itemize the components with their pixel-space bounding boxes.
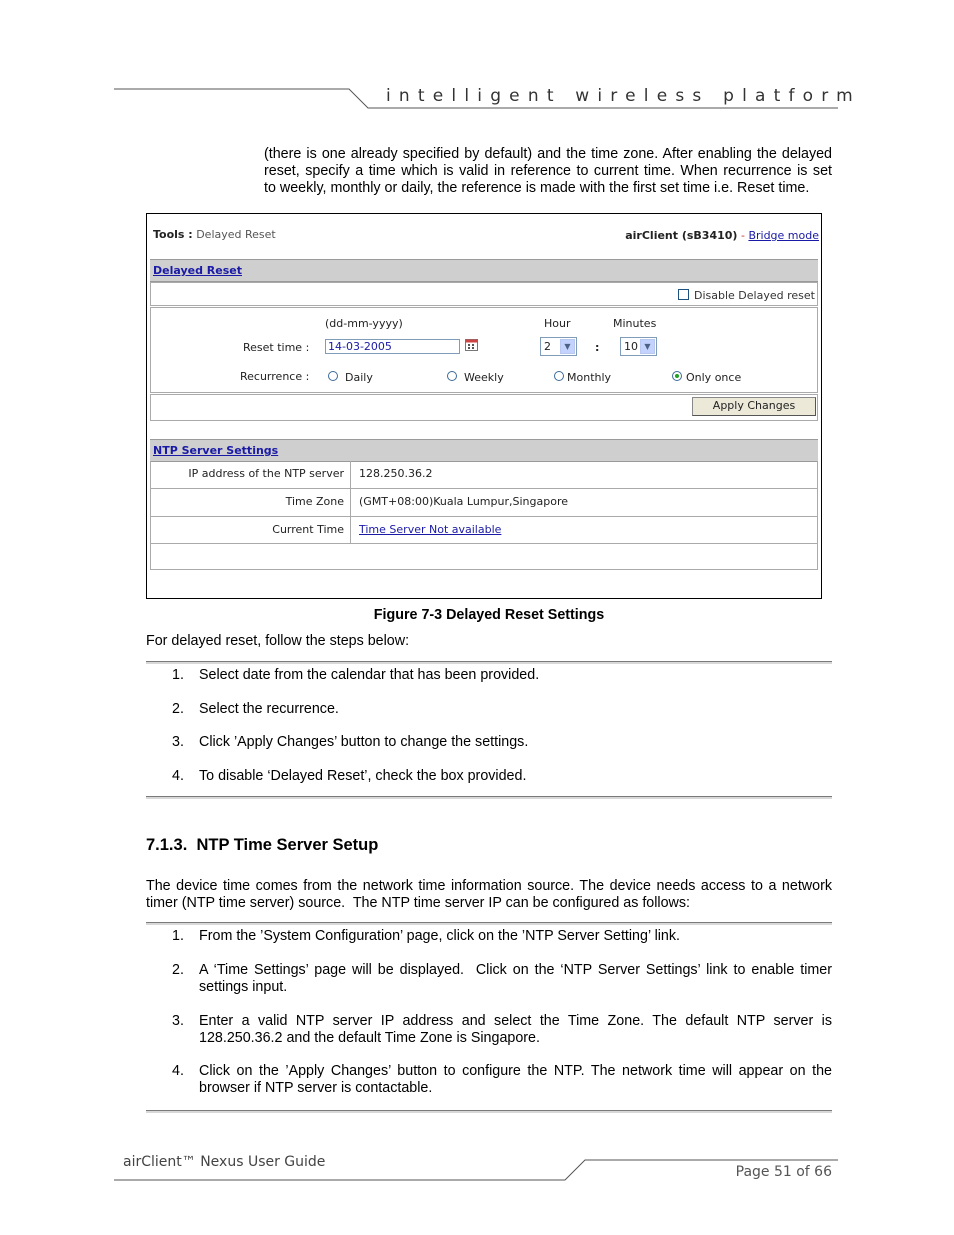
disable-delayed-reset-checkbox[interactable] [678, 289, 689, 300]
current-time-row [150, 517, 818, 544]
reset-date-input[interactable]: 14-03-2005 [325, 339, 460, 354]
steps-top-rule [146, 661, 832, 664]
ntp-steps-bottom-rule [146, 1110, 832, 1113]
ntp-ip-label: IP address of the NTP server [151, 461, 351, 488]
step-text: From the ’System Configuration’ page, click on the ’NTP Server Setting’ link. [199, 928, 681, 944]
step-number: 2. [172, 962, 184, 978]
step-text: 128.250.36.2 and the default Time Zone is Singapore. [199, 1030, 540, 1046]
current-time-label: Current Time [151, 517, 351, 543]
step-number: 1. [172, 928, 184, 944]
recurrence-daily-label: Daily [345, 371, 373, 384]
step-number: 4. [172, 1063, 184, 1079]
ntp-server-settings-link[interactable]: NTP Server Settings [153, 444, 279, 457]
footer-page-number: Page 51 of 66 [735, 1164, 832, 1180]
time-zone-value: (GMT+08:00)Kuala Lumpur,Singapore [359, 495, 568, 508]
steps-bottom-rule [146, 796, 832, 799]
disable-row [150, 282, 818, 306]
delayed-reset-header [150, 259, 818, 282]
recurrence-daily-radio[interactable] [328, 371, 338, 381]
intro-line: reset, specify a time which is valid in reference to current time. When recurrence is set [264, 163, 832, 179]
step-text: Select the recurrence. [199, 701, 339, 717]
device-info [625, 229, 819, 242]
ntp-intro-line: timer (NTP time server) source. The NTP time server IP can be configured as follows: [146, 895, 691, 911]
apply-row [150, 394, 818, 421]
step-text: A ‘Time Settings’ page will be displayed. Click on the ‘NTP Server Settings’ link to enable timer [199, 962, 832, 978]
reset-time-label: Reset time : [243, 341, 310, 354]
recurrence-only-once-label: Only once [686, 371, 742, 384]
hour-select[interactable] [540, 337, 577, 356]
disable-delayed-reset-label: Disable Delayed reset [694, 289, 815, 302]
ntp-steps-top-rule [146, 922, 832, 925]
intro-paragraph [264, 146, 832, 197]
tools-label-group [153, 228, 276, 241]
tools-page-label: Delayed Reset [196, 228, 276, 241]
footer-guide-title: airClient™ Nexus User Guide [123, 1154, 326, 1170]
delayed-reset-screenshot [146, 213, 822, 599]
chevron-down-icon: ▼ [560, 339, 575, 354]
step-number: 3. [172, 734, 184, 750]
device-name: airClient (sB3410) [625, 229, 738, 242]
chevron-down-icon: ▼ [640, 339, 655, 354]
time-zone-label: Time Zone [151, 489, 351, 516]
minutes-label: Minutes [613, 317, 657, 330]
step-number: 4. [172, 768, 184, 784]
device-separator: - [740, 229, 745, 242]
recurrence-weekly-label: Weekly [464, 371, 504, 384]
ntp-settings-header [150, 439, 818, 462]
date-format-label: (dd-mm-yyyy) [325, 317, 403, 330]
step-text: settings input. [199, 979, 288, 995]
minute-select[interactable] [620, 337, 657, 356]
steps-intro: For delayed reset, follow the steps below: [146, 633, 410, 649]
hour-select-value: 2 [544, 340, 551, 353]
step-text: Select date from the calendar that has been provided. [199, 667, 540, 683]
time-zone-row [150, 489, 818, 517]
recurrence-label: Recurrence : [240, 370, 310, 383]
header-tagline: intelligent wireless platform [386, 86, 861, 106]
empty-row [150, 544, 818, 570]
step-number: 3. [172, 1013, 184, 1029]
recurrence-monthly-label: Monthly [567, 371, 612, 384]
recurrence-monthly-radio[interactable] [554, 371, 564, 381]
calendar-icon[interactable] [465, 338, 478, 351]
apply-changes-button[interactable]: Apply Changes [692, 397, 816, 416]
reset-settings-panel [150, 307, 818, 393]
recurrence-weekly-radio[interactable] [447, 371, 457, 381]
figure-caption: Figure 7-3 Delayed Reset Settings [373, 607, 605, 623]
recurrence-only-once-radio[interactable] [672, 371, 682, 381]
time-colon: : [595, 341, 600, 354]
step-number: 1. [172, 667, 184, 683]
bridge-mode-link[interactable]: Bridge mode [748, 229, 819, 242]
step-text: To disable ‘Delayed Reset’, check the box provided. [199, 768, 527, 784]
ntp-intro-paragraph [146, 878, 832, 912]
step-text: Click ’Apply Changes’ button to change the settings. [199, 734, 529, 750]
intro-line: (there is one already specified by default) and the time zone. After enabling the delayed [264, 146, 832, 162]
ntp-ip-row [150, 461, 818, 489]
ntp-ip-value: 128.250.36.2 [359, 467, 433, 480]
step-number: 2. [172, 701, 184, 717]
intro-line: to weekly, monthly or daily, the reference is made with the first set time i.e. Reset time. [264, 180, 810, 196]
ntp-intro-line: The device time comes from the network time information source. The device needs access to a network [146, 878, 832, 894]
step-text: browser if NTP server is contactable. [199, 1080, 433, 1096]
current-time-link[interactable]: Time Server Not available [359, 523, 502, 536]
tools-label: Tools : [153, 228, 193, 241]
step-text: Enter a valid NTP server IP address and select the Time Zone. The default NTP server is [199, 1013, 832, 1029]
delayed-reset-link[interactable]: Delayed Reset [153, 264, 242, 277]
step-text: Click on the ’Apply Changes’ button to configure the NTP. The network time will appear on the [199, 1063, 832, 1079]
minute-select-value: 10 [624, 340, 638, 353]
hour-label: Hour [544, 317, 571, 330]
section-heading: 7.1.3. NTP Time Server Setup [146, 836, 379, 854]
